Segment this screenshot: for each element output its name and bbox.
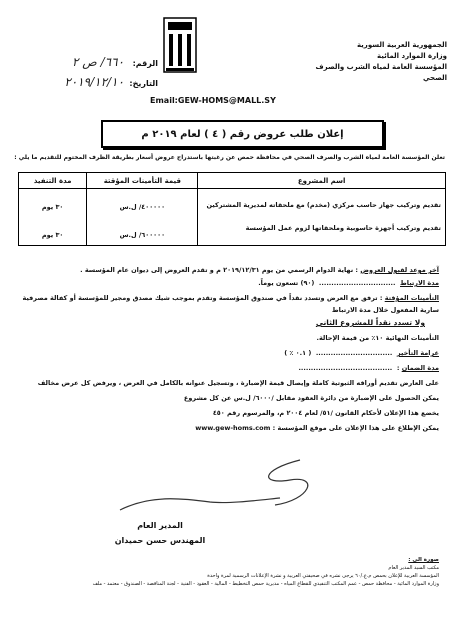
announcement-title: إعلان طلب عروض رقم ( ٤ ) لعام ٢٠١٩ م bbox=[101, 120, 384, 148]
institution-logo bbox=[160, 14, 200, 76]
duration-2: ٣٠ يوم bbox=[41, 231, 64, 239]
final-deposit-line: التأمينات النهائية ١٠٪ من قيمة الإحالة. bbox=[316, 334, 439, 342]
temp-deposit-text2: سارية المفعول خلال مدة الارتباط bbox=[331, 306, 439, 314]
institution-name: المؤسسة العامة لمياه الشرب والصرف الصحي bbox=[315, 63, 447, 82]
copies-line-1: مكتب السيد المدير العام bbox=[388, 565, 439, 571]
deadline-label: آخر موعد لقبول العروض bbox=[360, 266, 439, 274]
project-cell bbox=[198, 189, 446, 246]
date-label: التاريخ: bbox=[129, 79, 158, 88]
duration-text: : bbox=[396, 364, 400, 372]
no-cash-line bbox=[5, 318, 425, 328]
signature-role: المدير العام bbox=[137, 521, 183, 530]
validity-text: (٩٠) تسعون يوماً. bbox=[258, 279, 315, 287]
intro-text: تعلن المؤسسة العامة لمياه الشرب والصرف الصحي في محافظة حمص عن رغبتها باستدراج عروض أسعار بطريقة الظرف المختوم للتقديم ما يلي : bbox=[14, 154, 445, 161]
header-block bbox=[297, 40, 447, 84]
bid-line: على العارض تقديم أوراقه الثبوتية كاملة وإيصال قيمة الإضبارة ، وتسجيل عنوانه بالكامل في العرض ، ويرفض كل عرض مخالف bbox=[37, 379, 439, 387]
validity-label: مدة الارتباط bbox=[400, 279, 439, 287]
deadline-line bbox=[19, 265, 439, 275]
ministry-name: وزارة الموارد المائية bbox=[376, 52, 447, 60]
project-name-1: تقديم وتركيب جهاز حاسب مركزي (مخدم) مع ملحقاته لمديرية المشتركين bbox=[206, 201, 441, 209]
project-name-2: تقديم وتركيب أجهزة حاسوبية وملحقاتها لزوم عمل المؤسسة bbox=[245, 224, 441, 232]
copies-block bbox=[19, 556, 439, 588]
file-line: يمكن الحصول على الإضبارة من دائرة العقود مقابل /٦٠٠٠/ ل.س عن كل مشروع bbox=[183, 394, 439, 402]
duration-label: مدة الضمان bbox=[401, 364, 439, 372]
projects-table bbox=[18, 172, 446, 246]
reference-block bbox=[28, 55, 158, 95]
duration-1: ٣٠ يوم bbox=[41, 203, 64, 211]
deadline-text: : نهاية الدوام الرسمي من يوم ٢٠١٩/١٢/٣١ م و تقدم العروض إلى ديوان عام المؤسسة . bbox=[80, 266, 359, 274]
deposit-1: ٤٠٠٠٠٠/ ل.س bbox=[119, 203, 166, 211]
col-deposit: قيمة التأمينات المؤقتة bbox=[87, 173, 198, 189]
date-value: ٢٠١٩/١٢/١٠ bbox=[64, 75, 124, 89]
delay-label: غرامة التأخير bbox=[396, 349, 439, 357]
email-address: Email:GEW-HOMS@MALL.SY bbox=[150, 96, 276, 105]
temp-deposit-label: التأمينات المؤقتة bbox=[384, 294, 439, 302]
deposit-2: ٦٠٠٠٠٠/ ل.س bbox=[119, 231, 166, 239]
number-label: الرقم: bbox=[132, 59, 158, 68]
signature-name: المهندس حسن حميدان bbox=[114, 536, 206, 545]
table-header-row bbox=[19, 173, 446, 189]
number-value: ٦٦٠/ ص ٢ bbox=[72, 55, 124, 69]
delay-text: ( ٠.١ ٪ ) bbox=[284, 349, 312, 357]
validity-line: مدة الارتباط ............................... (٩٠) تسعون يوماً. bbox=[258, 279, 439, 287]
deposit-cell bbox=[87, 189, 198, 246]
temp-deposit-line bbox=[19, 293, 439, 303]
copies-line-2: المؤسسة العربية للإعلان بحمص م.ع./٦٠ يرجى نشره في صحيفتي العربية و نشرة الإعلانات الرسمية لمرة واحدة bbox=[207, 573, 439, 579]
temp-deposit-text: : ترفق مع العرض وتسدد نقداً في صندوق المؤسسة وتقدم بموجب شيك مصدق ومجير للمؤسسة أو كفالة مصرفية bbox=[22, 294, 383, 302]
duration-cell bbox=[19, 189, 87, 246]
table-row bbox=[19, 189, 446, 246]
col-duration: مدة التنفيذ bbox=[19, 173, 87, 189]
signature-scribbles bbox=[60, 440, 400, 520]
copies-title: صورة الى : bbox=[408, 557, 439, 563]
signature-block bbox=[110, 518, 210, 548]
no-cash-text: ولا تسدد نقداً للمشروع الثاني bbox=[315, 318, 425, 327]
col-project: اسم المشروع bbox=[198, 173, 446, 189]
country-name: الجمهورية العربية السورية bbox=[356, 41, 447, 49]
copies-line-3: وزارة الموارد المائية - محافظة حمص - عمم المكتب التنفيذي للقطاع المياه - مديرية حمص التخطيط - المالية - العقود - الفنية - لجنة المناقصة - الصندوق - معتمد - ملف bbox=[92, 581, 439, 587]
site-line: يمكن الإطلاع على هذا الإعلان على موقع المؤسسة : www.gew-homs.com bbox=[195, 424, 439, 432]
law-line: يخضع هذا الإعلان لأحكام القانون /٥١/ لعام ٢٠٠٤ م، والمرسوم رقم ٤٥٠ bbox=[212, 409, 439, 417]
duration-line: مدة الضمان : ...................................... bbox=[298, 364, 439, 372]
delay-line: غرامة التأخير ............................... ( ٠.١ ٪ ) bbox=[284, 349, 439, 357]
